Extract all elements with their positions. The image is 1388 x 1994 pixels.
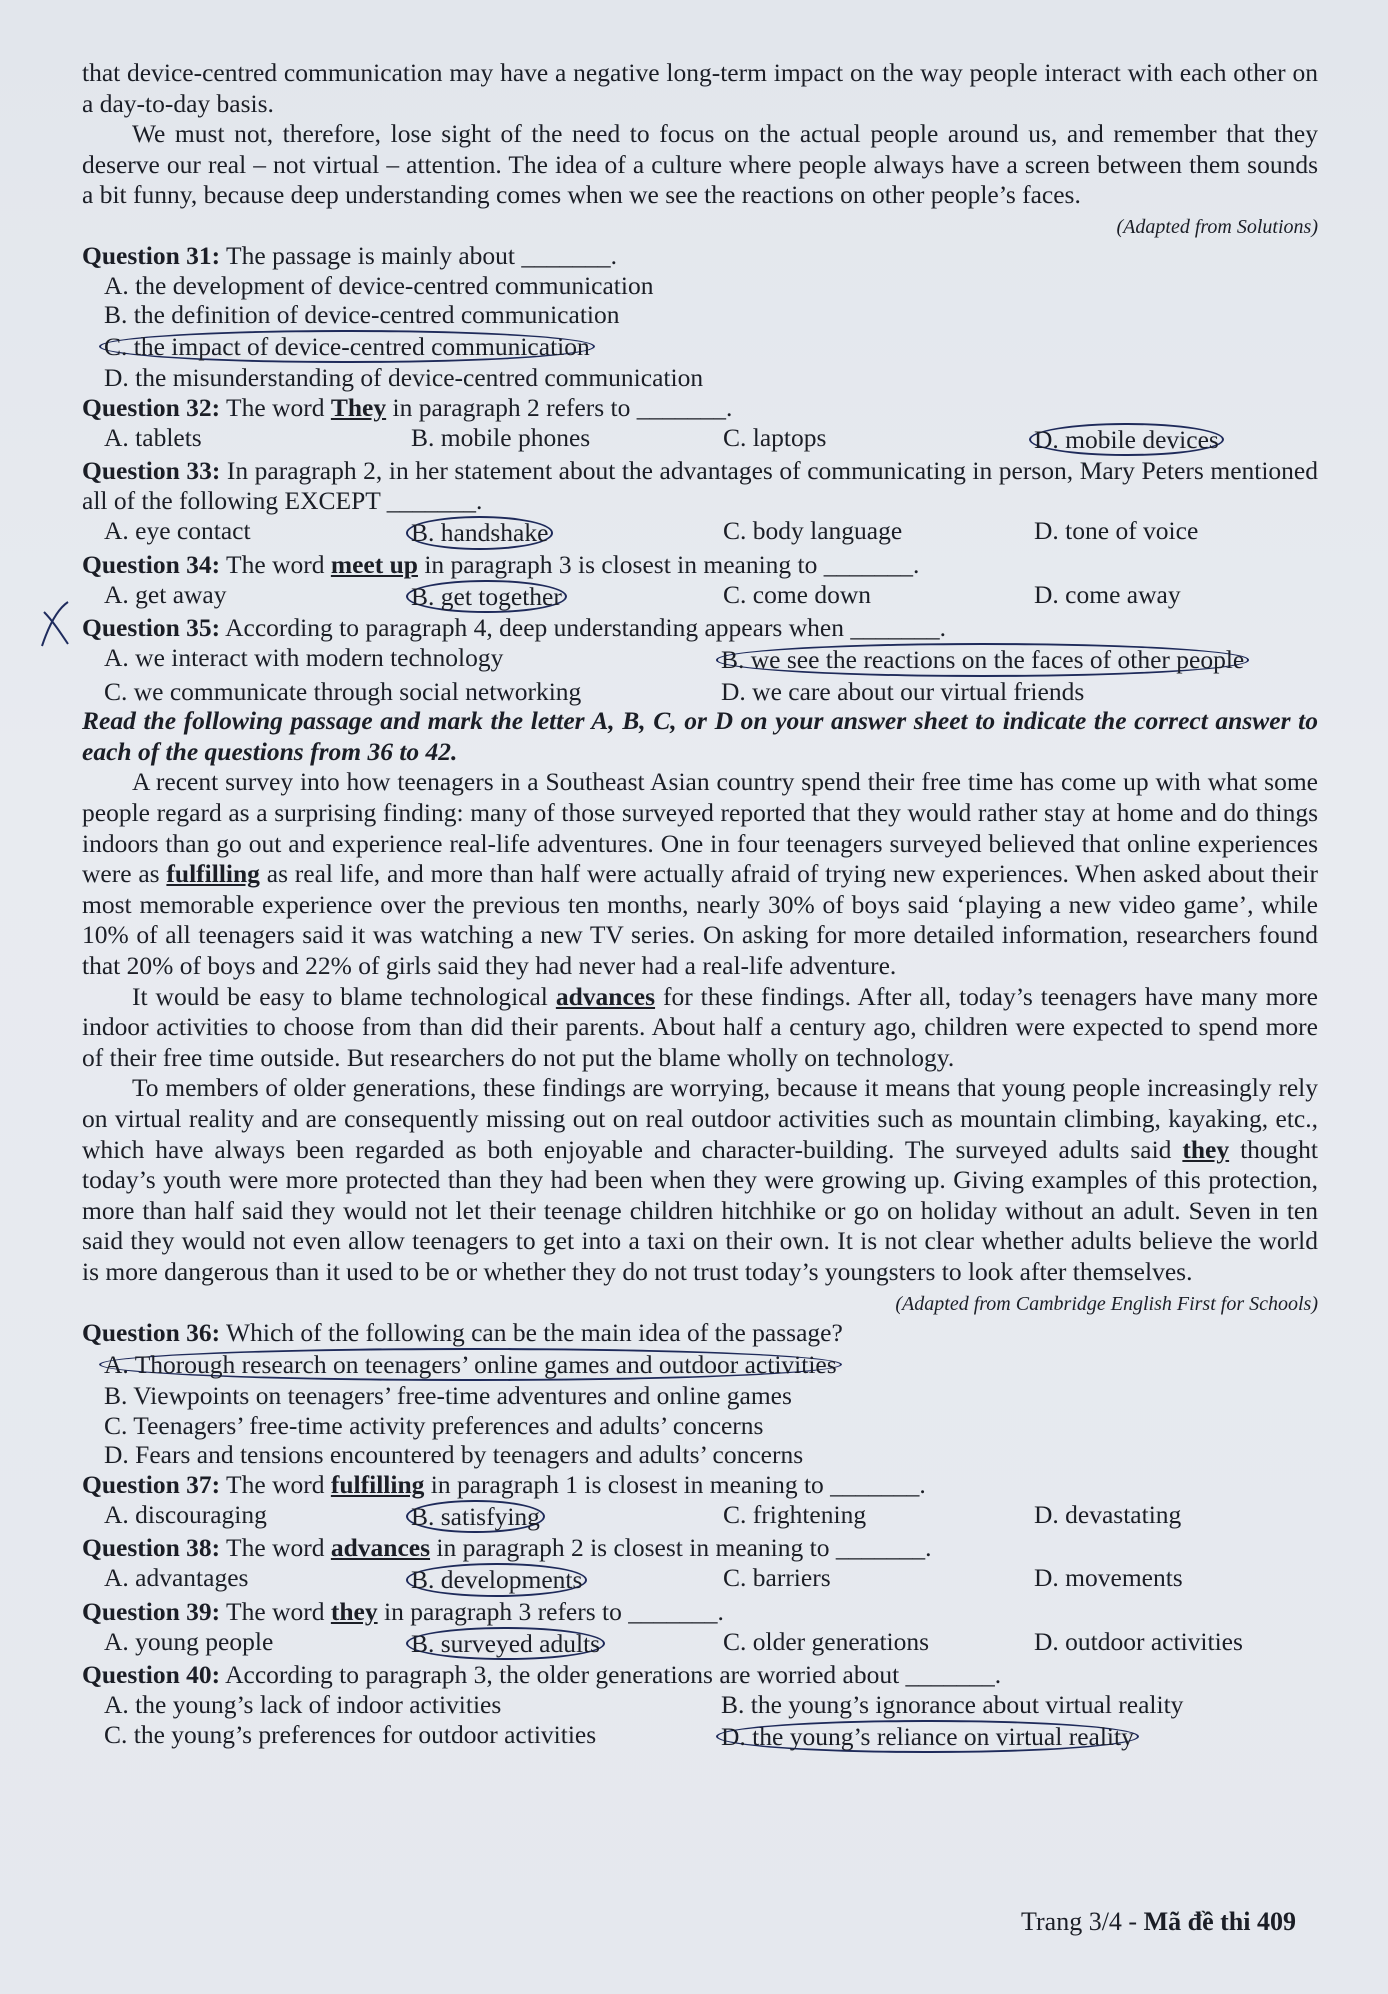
q34-options xyxy=(82,580,1318,614)
q37-options xyxy=(82,1500,1318,1534)
question-33: Question 33: In paragraph 2, in her statement about the advantages of communicating in person, Mary Peters mentioned all of the following EXCEPT _______. xyxy=(82,456,1318,516)
question-34: Question 34: The word meet up in paragraph 3 is closest in meaning to _______. xyxy=(82,549,920,579)
q37-option-b[interactable] xyxy=(411,1500,723,1534)
q35-options-row1 xyxy=(82,643,1318,677)
q31-option-d[interactable]: D. the misunderstanding of device-centred communication xyxy=(104,363,704,393)
question-36: Question 36: Which of the following can be the main idea of the passage? xyxy=(82,1317,843,1347)
source-note: (Adapted from Solutions) xyxy=(1116,215,1318,238)
handwritten-cross-icon xyxy=(38,598,74,650)
q32-option-d[interactable] xyxy=(1034,423,1224,457)
q34-option-a[interactable]: A. get away xyxy=(104,579,227,609)
q34-option-c[interactable]: C. come down xyxy=(723,579,872,609)
passage-paragraph-3: To members of older generations, these findings are worrying, because it means that young people increasingly rely on virtual reality and are consequently missing out on real outdoor activities such as mountain climbing, kayaking, etc., which have always been regarded as both enjoyable and character-building. The surveyed adults said they thought today’s youth were more protected than they had been when they were growing up. Giving examples of this protection, more than half said they would not let their teenage children hitchhike or go on holiday without an adult. Seven in ten said they would not even allow teenagers to get into a taxi on their own. It is not clear whether adults believe the world is more dangerous than it used to be or whether they do not trust today’s youngsters to look after themselves. xyxy=(82,1073,1318,1286)
q33-option-a[interactable]: A. eye contact xyxy=(104,516,251,546)
q38-option-a[interactable]: A. advantages xyxy=(104,1563,249,1593)
q38-option-d[interactable]: D. movements xyxy=(1034,1563,1183,1593)
question-32: Question 32: The word They in paragraph 2 refers to _______. xyxy=(82,392,733,422)
q36-option-a[interactable] xyxy=(82,1348,1318,1382)
passage-last-paragraph: We must not, therefore, lose sight of the need to focus on the actual people around us, and remember that they deserve our real – not virtual – attention. The idea of a culture where people always have a screen between them sounds a bit funny, because deep understanding comes when we see the reactions on other people’s faces. xyxy=(82,119,1318,210)
answer-circle-mark: B. we see the reactions on the faces of other people xyxy=(716,643,1249,677)
answer-circle-mark: A. Thorough research on teenagers’ online games and outdoor activities xyxy=(99,1348,842,1382)
q34-option-d[interactable]: D. come away xyxy=(1034,579,1181,609)
section-instructions: Read the following passage and mark the letter A, B, C, or D on your answer sheet to indicate the correct answer to each of the questions from 36 to 42. xyxy=(82,706,1318,766)
q33-options xyxy=(82,516,1318,550)
answer-circle-mark: D. mobile devices xyxy=(1029,423,1224,457)
q33-option-d[interactable]: D. tone of voice xyxy=(1034,516,1199,546)
page-footer: Trang 3/4 - Mã đề thi 409 xyxy=(1021,1907,1296,1936)
q39-option-c[interactable]: C. older generations xyxy=(723,1626,930,1656)
question-40: Question 40: According to paragraph 3, the older generations are worried about _______. xyxy=(82,1660,1002,1690)
q31-option-c[interactable] xyxy=(82,330,1318,364)
q39-options xyxy=(82,1627,1318,1661)
q33-option-b[interactable] xyxy=(411,516,723,550)
question-37: Question 37: The word fulfilling in paragraph 1 is closest in meaning to _______. xyxy=(82,1469,926,1499)
q40-option-d[interactable] xyxy=(721,1720,1139,1754)
answer-circle-mark: B. satisfying xyxy=(406,1500,545,1534)
answer-circle-mark: D. the young’s reliance on virtual reality xyxy=(716,1720,1139,1754)
q34-option-b[interactable] xyxy=(411,580,723,614)
q37-option-a[interactable]: A. discouraging xyxy=(104,1499,267,1529)
q32-option-b[interactable]: B. mobile phones xyxy=(411,422,591,452)
passage-paragraph-2: It would be easy to blame technological advances for these findings. After all, today’s teenagers have many more indoor activities to choose from than did their parents. About half a century ago, children were expected to spend more of their free time outside. But researchers do not put the blame wholly on technology. xyxy=(82,981,1318,1072)
answer-circle-mark: B. surveyed adults xyxy=(406,1627,605,1661)
q39-option-a[interactable]: A. young people xyxy=(104,1626,274,1656)
q40-option-a[interactable]: A. the young’s lack of indoor activities xyxy=(104,1690,502,1720)
q31-option-b[interactable]: B. the definition of device-centred communication xyxy=(104,300,620,330)
q40-option-c[interactable]: C. the young’s preferences for outdoor activities xyxy=(104,1719,597,1749)
q37-option-d[interactable]: D. devastating xyxy=(1034,1499,1182,1529)
q35-option-a[interactable]: A. we interact with modern technology xyxy=(104,643,504,673)
q32-option-c[interactable]: C. laptops xyxy=(723,422,827,452)
source-note: (Adapted from Cambridge English First for Schools) xyxy=(895,1292,1318,1315)
q37-option-c[interactable]: C. frightening xyxy=(723,1499,867,1529)
answer-circle-mark: B. handshake xyxy=(406,516,553,550)
question-38: Question 38: The word advances in paragraph 2 is closest in meaning to _______. xyxy=(82,1533,932,1563)
passage-continuation: that device-centred communication may have a negative long-term impact on the way people interact with each other on a day-to-day basis. xyxy=(82,58,1318,118)
q35-option-b[interactable] xyxy=(721,643,1249,677)
q38-option-b[interactable] xyxy=(411,1563,723,1597)
q39-option-b[interactable] xyxy=(411,1627,723,1661)
q35-options-row2 xyxy=(82,677,1318,707)
question-35: Question 35: According to paragraph 4, deep understanding appears when _______. xyxy=(82,613,946,643)
passage-paragraph-1: A recent survey into how teenagers in a Southeast Asian country spend their free time has come up with what some people regard as a surprising finding: many of those surveyed reported that they would rather stay at home and do things indoors than go out and experience real-life adventures. One in four teenagers surveyed believed that online experiences were as fulfilling as real life, and more than half were actually afraid of trying new experiences. When asked about their most memorable experience over the previous ten months, nearly 30% of boys said ‘playing a new video game’, while 10% of all teenagers said it was watching a new TV series. On asking for more detailed information, researchers found that 20% of boys and 22% of girls said they had never had a real-life adventure. xyxy=(82,767,1318,981)
q35-option-d[interactable]: D. we care about our virtual friends xyxy=(721,676,1085,706)
question-39: Question 39: The word they in paragraph 3 refers to _______. xyxy=(82,1596,724,1626)
q36-option-c[interactable]: C. Teenagers’ free-time activity preferences and adults’ concerns xyxy=(104,1410,764,1440)
q33-option-c[interactable]: C. body language xyxy=(723,516,903,546)
q40-options-row1 xyxy=(82,1690,1318,1720)
q38-option-c[interactable]: C. barriers xyxy=(723,1563,831,1593)
answer-circle-mark: C. the impact of device-centred communication xyxy=(99,330,595,364)
q31-option-a[interactable]: A. the development of device-centred communication xyxy=(104,270,654,300)
answer-circle-mark: B. developments xyxy=(406,1563,587,1597)
question-31: Question 31: The passage is mainly about _______. xyxy=(82,240,617,270)
q32-options xyxy=(82,423,1318,457)
q35-option-c[interactable]: C. we communicate through social networking xyxy=(104,676,582,706)
q36-option-d[interactable]: D. Fears and tensions encountered by teenagers and adults’ concerns xyxy=(104,1440,804,1470)
q39-option-d[interactable]: D. outdoor activities xyxy=(1034,1626,1243,1656)
q40-option-b[interactable]: B. the young’s ignorance about virtual reality xyxy=(721,1690,1184,1720)
q36-option-b[interactable]: B. Viewpoints on teenagers’ free-time adventures and online games xyxy=(104,1381,792,1411)
q38-options xyxy=(82,1563,1318,1597)
answer-circle-mark: B. get together xyxy=(406,580,567,614)
q32-option-a[interactable]: A. tablets xyxy=(104,422,202,452)
q40-options-row2 xyxy=(82,1720,1318,1754)
